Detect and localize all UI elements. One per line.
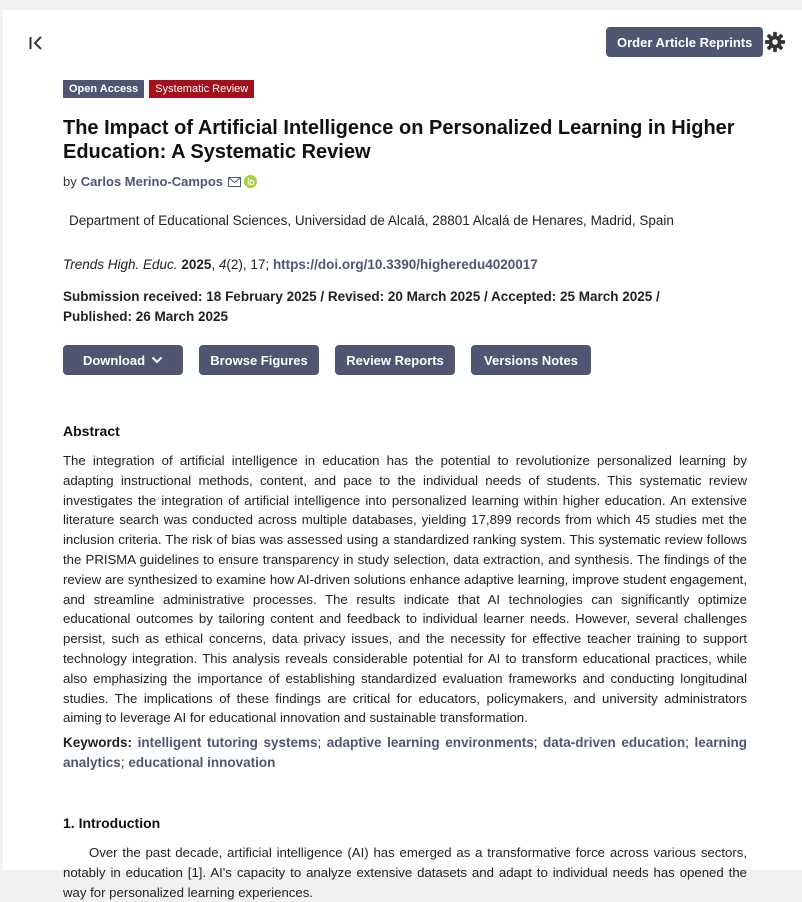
article-badges [63,80,254,98]
keyword-separator: ; [685,735,695,750]
citation: Trends High. Educ. 2025, 4(2), 17; https://doi.org/10.3390/higheredu4020017 [63,257,538,272]
citation-issue: (2), 17; [226,257,273,272]
keyword-link[interactable]: educational innovation [128,755,276,770]
author-link[interactable]: Carlos Merino-Campos [80,174,224,189]
doi-link[interactable]: https://doi.org/10.3390/higheredu4020017 [272,257,538,272]
collapse-sidebar-button[interactable] [25,32,47,54]
chevron-down-icon [151,356,163,364]
article-actions [63,345,607,375]
citation-volume: 4 [218,257,227,272]
order-reprints-button[interactable]: Order Article Reprints [606,27,763,57]
browse-figures-button[interactable]: Browse Figures [199,345,319,375]
citation-year: 2025 [181,257,212,272]
versions-notes-button[interactable]: Versions Notes [471,345,591,375]
keyword-link[interactable]: adaptive learning environments [326,735,534,750]
download-label: Download [82,352,146,368]
gear-icon [764,31,786,53]
article-type-badge: Systematic Review [149,80,254,98]
citation-journal: Trends High. Educ. [63,257,178,272]
keyword-link[interactable]: intelligent tutoring systems [137,735,318,750]
article-title: The Impact of Artificial Intelligence on Personalized Learning in Higher Education: A Systematic Review [63,117,735,163]
settings-button[interactable] [763,30,787,54]
keywords [63,733,747,773]
download-button[interactable] [63,345,183,375]
keyword-link[interactable]: data-driven education [543,735,686,750]
email-icon[interactable] [228,177,241,187]
publication-dates: Submission received: 18 February 2025 / Revised: 20 March 2025 / Accepted: 25 March 2025 / Published: 26 March 2025 [63,289,660,324]
keyword-link[interactable]: learning analytics [63,735,747,770]
byline-prefix: by [63,174,77,189]
byline [63,174,257,189]
article-page [3,10,802,900]
affiliation: Department of Educational Sciences, Universidad de Alcalá, 28801 Alcalá de Henares, Madrid, Spain [69,213,674,228]
collapse-left-icon [28,35,44,51]
abstract-heading: Abstract [63,423,120,439]
introduction-heading: 1. Introduction [63,815,161,831]
orcid-icon[interactable] [244,175,257,188]
keyword-separator: ; [317,735,327,750]
abstract-text: The integration of artificial intelligence in education has the potential to revolutionize personalized learning by adapting instructional methods, content, and pace to the individual needs of students. This systematic review investigates the integration of artificial intelligence into personalized learning within higher education. An extensive literature search was conducted across multiple databases, yielding 17,899 records from which 45 studies met the inclusion criteria. The risk of bias was assessed using a standardized ranking system. This systematic review follows the PRISMA guidelines to ensure transparency in study selection, data extraction, and synthesis. The findings of the review are synthesized to examine how AI-driven solutions enhance adaptive learning, improve student engagement, and streamline administrative processes. The results indicate that AI technologies can significantly optimize educational outcomes by tailoring content and feedback to individual learner needs. However, several challenges persist, such as ethical concerns, data privacy issues, and the necessity for effective teacher training to support technology integration. This analysis reveals considerable potential for AI to transform educational practices, while also emphasizing the importance of establishing standardized evaluation frameworks and conducting longitudinal studies. The implications of these findings are critical for educators, policymakers, and university administrators aiming to leverage AI for educational innovation and sustainable transformation. [63,453,747,726]
review-reports-button[interactable]: Review Reports [335,345,455,375]
keyword-separator: ; [120,755,129,770]
open-access-badge[interactable]: Open Access [63,80,144,98]
keyword-separator: ; [533,735,544,750]
keywords-heading: Keywords: [63,735,133,750]
introduction-text: Over the past decade, artificial intelligence (AI) has emerged as a transformative force across various sectors, notably in education [1]. AI's capacity to analyze extensive datasets and adapt to individual needs has opened the way for personalized learning experiences. [63,845,747,900]
